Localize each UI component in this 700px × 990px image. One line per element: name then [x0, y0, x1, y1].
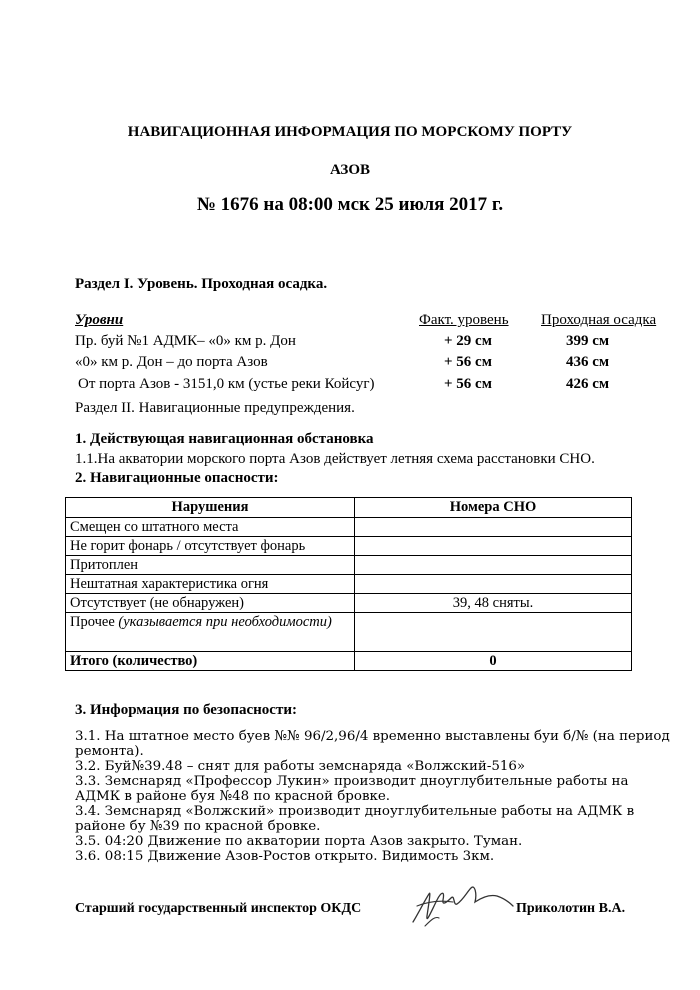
sno-value: 39, 48 сняты.: [355, 594, 632, 613]
document-title: НАВИГАЦИОННАЯ ИНФОРМАЦИЯ ПО МОРСКОМУ ПОРТУ: [127, 124, 573, 140]
safety-info-item: 3.6. 08:15 Движение Азов-Ростов открыто. Видимость 3км.: [75, 849, 495, 864]
table-total-row: [66, 652, 632, 671]
sno-value: [355, 613, 632, 652]
document-subtitle-port: АЗОВ: [329, 162, 371, 178]
safety-info-item: 3.2. Буй№39.48 – снят для работы земснаряда «Волжский-516»: [75, 759, 526, 774]
violations-table: [65, 497, 632, 671]
total-label: Итого (количество): [66, 652, 355, 671]
table-header-row: [66, 498, 632, 518]
level-row-name: Пр. буй №1 АДМК– «0» км р. Дон: [75, 333, 296, 349]
table-row: [66, 537, 632, 556]
safety-info-item: 3.1. На штатное место буев №№ 96/2,96/4 временно выставлены буи б/№ (на период ремонта).: [75, 729, 670, 759]
level-row-fact: + 29 см: [444, 333, 492, 349]
violation-label: Смещен со штатного места: [66, 518, 355, 537]
inspector-position: Старший государственный инспектор ОКДС: [75, 901, 362, 916]
fact-level-column-header: Факт. уровень: [419, 312, 509, 328]
level-row-draft: 436 см: [566, 354, 610, 370]
table-row: [66, 594, 632, 613]
other-label: Прочее: [70, 614, 115, 630]
document-number-line: № 1676 на 08:00 мск 25 июля 2017 г.: [196, 194, 504, 215]
table-row: [66, 556, 632, 575]
table-row: [66, 518, 632, 537]
sno-value: [355, 537, 632, 556]
levels-column-header: Уровни: [75, 312, 124, 328]
table-row-other: [66, 613, 632, 652]
violation-label: Отсутствует (не обнаружен): [66, 594, 355, 613]
other-note: (указывается при необходимости): [118, 614, 332, 630]
section1-heading: Раздел I. Уровень. Проходная осадка.: [75, 276, 328, 292]
safety-info-heading: 3. Информация по безопасности:: [75, 702, 297, 718]
safety-info-list: [75, 729, 675, 864]
sno-value: [355, 518, 632, 537]
sno-value: [355, 556, 632, 575]
section2-heading: Раздел II. Навигационные предупреждения.: [75, 400, 355, 416]
violation-label: Притоплен: [66, 556, 355, 575]
level-row-fact: + 56 см: [444, 354, 492, 370]
violation-label: Не горит фонарь / отсутствует фонарь: [66, 537, 355, 556]
other-violation-cell: [66, 613, 355, 652]
safety-info-item: 3.3. Земснаряд «Профессор Лукин» производит дноуглубительные работы на АДМК в районе буя №48 по красной бровке.: [75, 774, 629, 804]
sno-numbers-column-header: Номера СНО: [355, 498, 632, 518]
level-row-name: «0» км р. Дон – до порта Азов: [75, 354, 268, 370]
total-value: 0: [355, 652, 632, 671]
level-row-draft: 399 см: [566, 333, 610, 349]
violations-column-header: Нарушения: [66, 498, 355, 518]
nav-situation-text: 1.1.На акватории морского порта Азов действует летняя схема расстановки СНО.: [75, 451, 595, 467]
table-row: [66, 575, 632, 594]
safety-info-item: 3.4. Земснаряд «Волжский» производит дноуглубительные работы на АДМК в районе бу №39 по красной бровке.: [75, 804, 635, 834]
sno-value: [355, 575, 632, 594]
signature-icon: [405, 872, 517, 934]
violation-label: Нештатная характеристика огня: [66, 575, 355, 594]
inspector-name: Приколотин В.А.: [516, 901, 626, 916]
level-row-name: От порта Азов - 3151,0 км (устье реки Койсуг): [78, 376, 375, 392]
draft-column-header: Проходная осадка: [541, 312, 657, 328]
level-row-draft: 426 см: [566, 376, 610, 392]
nav-situation-heading: 1. Действующая навигационная обстановка: [75, 431, 374, 447]
nav-dangers-heading: 2. Навигационные опасности:: [75, 470, 279, 486]
level-row-fact: + 56 см: [444, 376, 492, 392]
safety-info-item: 3.5. 04:20 Движение по акватории порта Азов закрыто. Туман.: [75, 834, 523, 849]
